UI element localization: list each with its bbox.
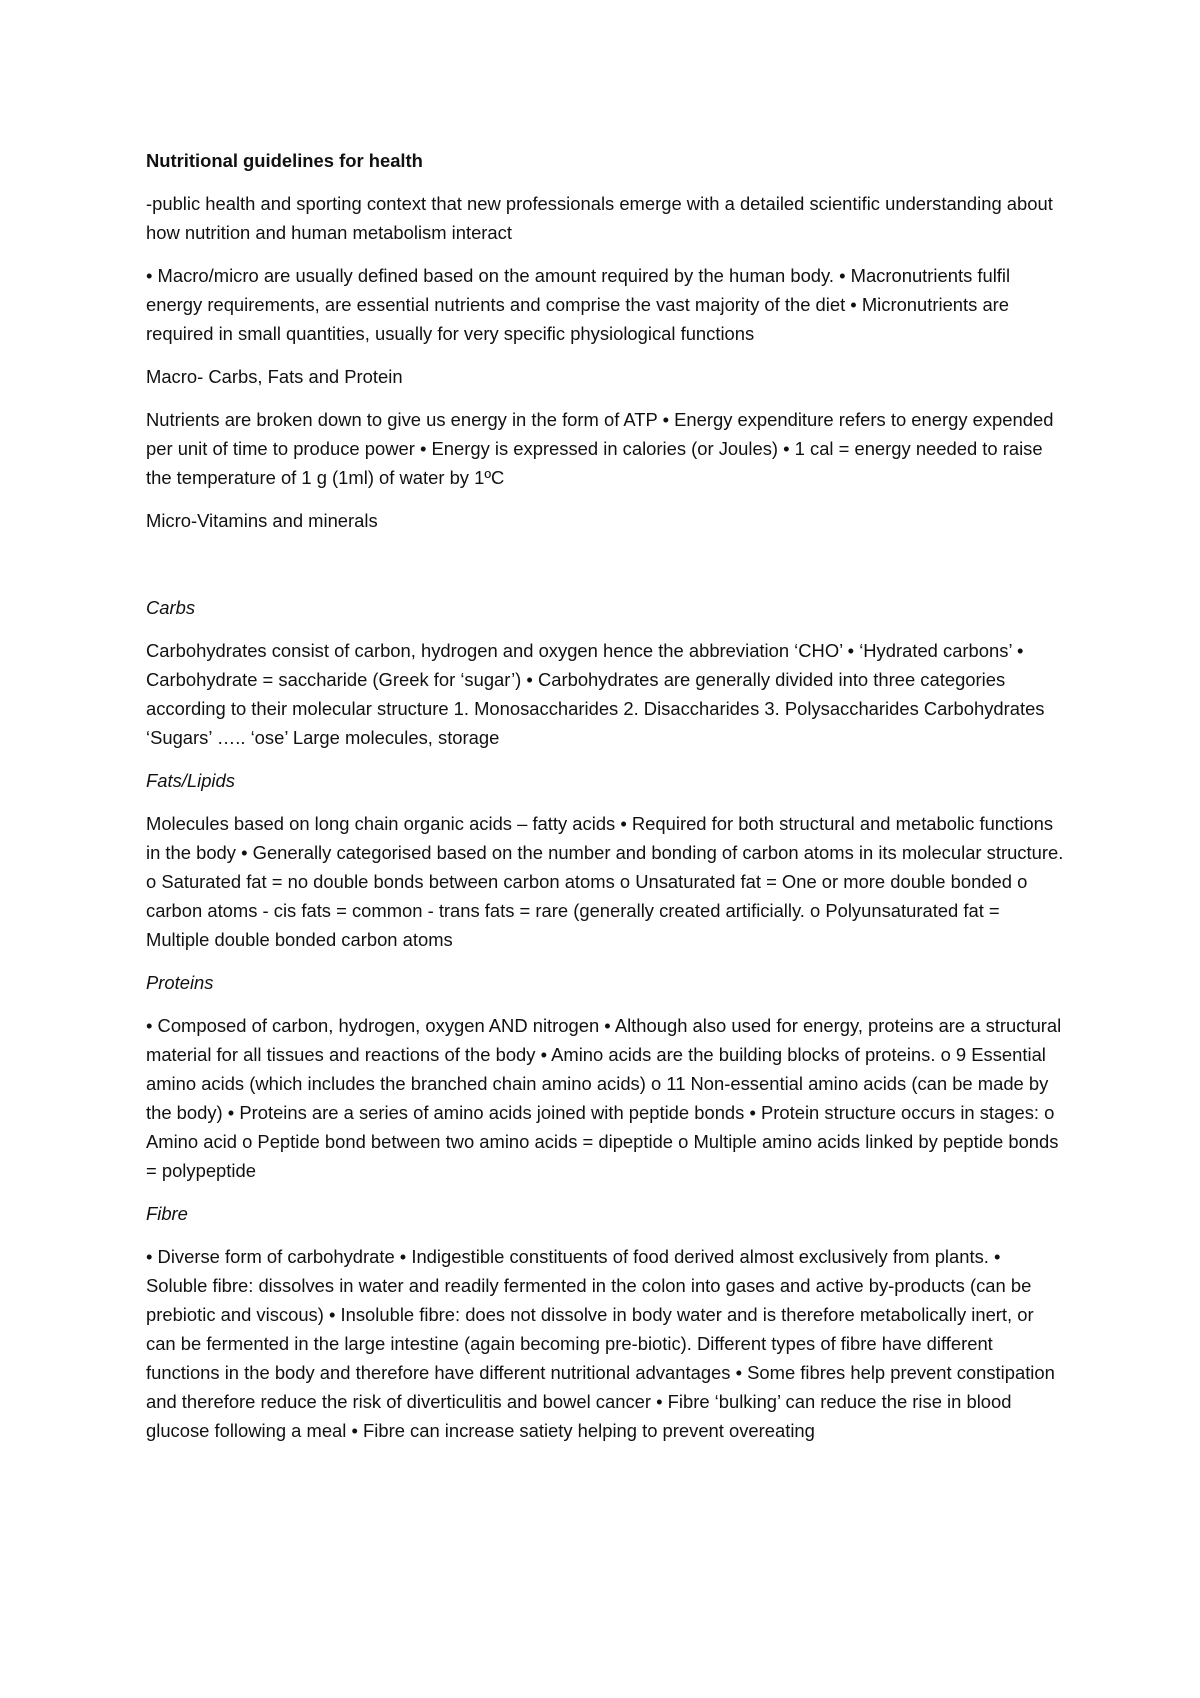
macro-label: Macro- Carbs, Fats and Protein [146,366,403,387]
micro-label: Micro-Vitamins and minerals [146,510,378,531]
intro-paragraph: -public health and sporting context that new professionals emerge with a detailed scientific understanding about how nutrition and human metabolism interact [146,193,1053,243]
document-body [146,146,1066,1459]
macro-micro-paragraph: • Macro/micro are usually defined based on the amount required by the human body. • Macronutrients fulfil energy requirements, are essential nutrients and comprise the vast majority of the diet • Micronutrients are required in small quantities, usually for very specific physiological functions [146,265,1011,344]
section-heading-proteins: Proteins [146,972,214,993]
section-heading-fibre: Fibre [146,1203,188,1224]
section-heading-fats: Fats/Lipids [146,770,235,791]
document-title: Nutritional guidelines for health [146,150,423,171]
section-body-proteins: • Composed of carbon, hydrogen, oxygen AND nitrogen • Although also used for energy, proteins are a structural material for all tissues and reactions of the body • Amino acids are the building blocks of proteins. o 9 Essential amino acids (which includes the branched chain amino acids) o 11 Non-essential amino acids (can be made by the body) • Proteins are a series of amino acids joined with peptide bonds • Protein structure occurs in stages: o Amino acid o Peptide bond between two amino acids = dipeptide o Multiple amino acids linked by peptide bonds = polypeptide [146,1015,1062,1181]
energy-paragraph: Nutrients are broken down to give us energy in the form of ATP • Energy expenditure refers to energy expended per unit of time to produce power • Energy is expressed in calories (or Joules) • 1 cal = energy needed to raise the temperature of 1 g (1ml) of water by 1ºC [146,409,1054,488]
section-body-fibre: • Diverse form of carbohydrate • Indigestible constituents of food derived almost exclusively from plants. • Soluble fibre: dissolves in water and readily fermented in the colon into gases and active by-products (can be prebiotic and viscous) • Insoluble fibre: does not dissolve in body water and is therefore metabolically inert, or can be fermented in the large intestine (again becoming pre-biotic). Different types of fibre have different functions in the body and therefore have different nutritional advantages • Some fibres help prevent constipation and therefore reduce the risk of diverticulitis and bowel cancer • Fibre ‘bulking’ can reduce the rise in blood glucose following a meal • Fibre can increase satiety helping to prevent overeating [146,1246,1055,1441]
section-body-fats: Molecules based on long chain organic acids – fatty acids • Required for both structural and metabolic functions in the body • Generally categorised based on the number and bonding of carbon atoms in its molecular structure. o Saturated fat = no double bonds between carbon atoms o Unsaturated fat = One or more double bonded o carbon atoms - cis fats = common - trans fats = rare (generally created artificially. o Polyunsaturated fat = Multiple double bonded carbon atoms [146,813,1064,950]
section-gap [146,549,1066,593]
section-body-carbs: Carbohydrates consist of carbon, hydrogen and oxygen hence the abbreviation ‘CHO’ • ‘Hydrated carbons’ • Carbohydrate = saccharide (Greek for ‘sugar’) • Carbohydrates are generally divided into three categories according to their molecular structure 1. Monosaccharides 2. Disaccharides 3. Polysaccharides Carbohydrates ‘Sugars’ ….. ‘ose’ Large molecules, storage [146,640,1045,748]
section-heading-carbs: Carbs [146,597,196,618]
